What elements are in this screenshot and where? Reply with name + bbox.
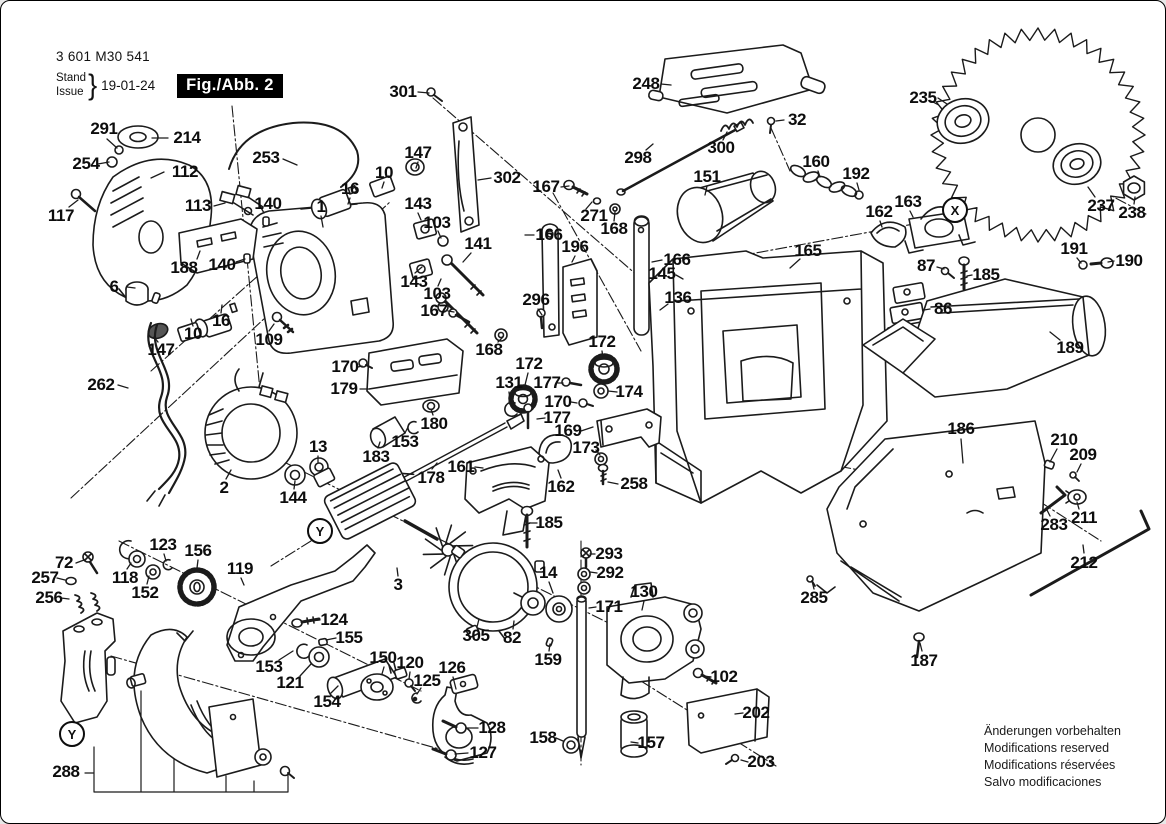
part-callout-296: 296 [522, 290, 550, 309]
part-callout-147: 147 [147, 340, 175, 359]
pin-285 [807, 576, 815, 586]
part-callout-124: 124 [320, 610, 348, 629]
wire-bail-253 [229, 123, 358, 187]
part-callout-165: 165 [794, 241, 822, 260]
part-callout-150: 150 [369, 648, 397, 667]
part-callout-140: 140 [208, 255, 236, 274]
part-callout-162: 162 [547, 477, 575, 496]
rings-118-123-152 [120, 541, 172, 579]
part-callout-162: 162 [865, 202, 893, 221]
part-callout-118: 118 [111, 568, 139, 587]
part-callout-170: 170 [331, 357, 359, 376]
part-callout-257: 257 [31, 568, 59, 587]
part-callout-185: 185 [535, 513, 563, 532]
gearbox-130 [607, 583, 704, 699]
part-callout-288: 288 [52, 762, 80, 781]
screw-177-lower [524, 404, 532, 428]
part-number: 3 601 M30 541 [56, 49, 150, 64]
part-callout-128: 128 [478, 718, 506, 737]
part-callout-190: 190 [1115, 251, 1143, 270]
screw-293-washers-292 [578, 548, 591, 594]
part-callout-130: 130 [630, 582, 658, 601]
part-callout-153: 153 [391, 432, 419, 451]
part-callout-237: 237 [1087, 196, 1115, 215]
bearing-mount-163 [905, 207, 975, 253]
part-callout-262: 262 [87, 375, 115, 394]
part-callout-285: 285 [800, 588, 828, 607]
part-callout-209: 209 [1069, 445, 1097, 464]
part-callout-147: 147 [404, 143, 432, 162]
part-callout-152: 152 [131, 583, 159, 602]
part-callout-186: 186 [947, 419, 975, 438]
part-callout-185: 185 [972, 265, 1000, 284]
part-callout-301: 301 [389, 82, 417, 101]
part-callout-172: 172 [515, 354, 543, 373]
plate-202 [687, 689, 769, 753]
part-callout-86: 86 [933, 299, 953, 318]
part-callout-10: 10 [374, 163, 394, 182]
cubes-143 [409, 219, 436, 280]
part-callout-254: 254 [72, 154, 100, 173]
bearing-14 [546, 596, 572, 622]
issue-date: 19-01-24 [101, 78, 156, 93]
chain-160 [789, 163, 863, 199]
part-callout-293: 293 [595, 544, 623, 563]
part-callout-143: 143 [400, 272, 428, 291]
screws-141 [436, 255, 483, 333]
modification-note-line: Salvo modificaciones [984, 775, 1102, 789]
part-callout-202: 202 [742, 703, 770, 722]
power-cord-262 [147, 323, 185, 506]
issue-label: Issue [56, 85, 84, 98]
part-callout-167: 167 [532, 177, 560, 196]
knob-211 [1066, 490, 1086, 504]
screw-124 [292, 617, 319, 627]
part-callout-143: 143 [404, 194, 432, 213]
part-callout-102: 102 [710, 667, 738, 686]
part-callout-196: 196 [561, 237, 589, 256]
part-callout-119: 119 [226, 559, 254, 578]
stand-issue-labels [56, 72, 86, 98]
part-callout-271: 271 [580, 206, 608, 225]
exploded-diagram-art [1, 1, 1166, 824]
base-housing-165 [649, 251, 887, 503]
part-callout-189: 189 [1056, 338, 1084, 357]
part-callout-87: 87 [916, 256, 936, 275]
rings-153-121 [297, 644, 329, 667]
part-callout-170: 170 [544, 392, 572, 411]
link-bar-302 [453, 117, 479, 232]
rod-171 [577, 596, 586, 758]
part-callout-203: 203 [747, 752, 775, 771]
part-callout-3: 3 [393, 575, 403, 594]
part-callout-125: 125 [413, 671, 441, 690]
part-callout-169: 169 [554, 421, 582, 440]
dust-tube-151 [670, 168, 779, 248]
part-callout-16: 16 [340, 179, 360, 198]
screw-185-right [959, 257, 969, 289]
screws-72-257-256 [66, 552, 100, 613]
part-callout-183: 183 [362, 447, 390, 466]
channel-196 [563, 259, 597, 345]
motor-housing [249, 203, 393, 354]
bracket-179 [367, 339, 463, 405]
bracket-126 [433, 674, 491, 764]
modification-note-line: Modifications réservées [984, 758, 1116, 772]
part-callout-121: 121 [276, 673, 304, 692]
part-callout-177: 177 [543, 408, 571, 427]
guard-arm-119 [227, 545, 375, 661]
part-callout-171: 171 [595, 597, 623, 616]
part-callout-82: 82 [502, 628, 522, 647]
stand-label: Stand [56, 72, 87, 85]
part-callout-136: 136 [664, 288, 692, 307]
bracket-161 [465, 447, 549, 535]
screw-167-lower [449, 309, 469, 322]
part-callout-211: 211 [1070, 508, 1098, 527]
screw-203 [726, 755, 739, 765]
pin-210-screw-209 [1044, 460, 1079, 481]
part-callout-212: 212 [1070, 553, 1098, 572]
bracket-169 [597, 409, 661, 447]
part-callout-140: 140 [254, 194, 282, 213]
part-callout-127: 127 [469, 743, 497, 762]
part-callout-155: 155 [335, 628, 363, 647]
part-callout-112: 112 [171, 162, 199, 181]
part-callout-174: 174 [615, 382, 643, 401]
part-callout-103: 103 [423, 284, 451, 303]
gear-172-upper [591, 356, 617, 382]
table-insert-248 [648, 45, 826, 113]
part-callout-131: 131 [495, 373, 523, 392]
screw-170-right [579, 399, 593, 407]
washer-174 [594, 384, 608, 398]
slide-bar-166-left [542, 224, 559, 337]
washer-173 [595, 453, 607, 465]
part-callout-253: 253 [252, 148, 280, 167]
part-callout-145: 145 [648, 264, 676, 283]
part-callout-10: 10 [183, 324, 203, 343]
slide-rod-166-right [634, 216, 649, 335]
part-callout-248: 248 [632, 74, 660, 93]
part-callout-151: 151 [693, 167, 721, 186]
screw-32 [768, 118, 775, 134]
modification-notes [984, 723, 1121, 791]
detail-marker-y: Y [307, 518, 333, 544]
washer-214 [118, 126, 158, 148]
part-callout-157: 157 [637, 733, 665, 752]
hex-key-212 [1031, 511, 1149, 595]
part-callout-153: 153 [255, 657, 283, 676]
part-callout-163: 163 [894, 192, 922, 211]
part-callout-305: 305 [462, 626, 490, 645]
field-coil-2 [205, 369, 297, 479]
part-callout-178: 178 [417, 468, 445, 487]
part-callout-141: 141 [464, 234, 492, 253]
part-callout-156: 156 [184, 541, 212, 560]
part-callout-168: 168 [475, 340, 503, 359]
gear-156 [180, 570, 214, 604]
part-callout-158: 158 [529, 728, 557, 747]
part-callout-154: 154 [313, 692, 341, 711]
part-callout-168: 168 [600, 219, 628, 238]
part-callout-256: 256 [35, 588, 63, 607]
part-callout-14: 14 [538, 563, 558, 582]
screw-187 [914, 633, 924, 657]
part-callout-187: 187 [910, 651, 938, 670]
part-callout-177: 177 [533, 373, 561, 392]
part-callout-16: 16 [211, 311, 231, 330]
modification-note-line: Änderungen vorbehalten [984, 724, 1121, 738]
guard-sector-small [209, 699, 294, 778]
part-callout-144: 144 [279, 488, 307, 507]
part-callout-283: 283 [1040, 515, 1068, 534]
clip-283 [1041, 487, 1065, 513]
small-rings-291-254 [107, 146, 123, 167]
part-callout-2: 2 [219, 478, 229, 497]
part-callout-1: 1 [316, 197, 326, 216]
part-callout-172: 172 [588, 332, 616, 351]
part-callout-166: 166 [535, 225, 563, 244]
part-callout-235: 235 [909, 88, 937, 107]
part-callout-214: 214 [173, 128, 201, 147]
part-callout-160: 160 [802, 152, 830, 171]
part-callout-292: 292 [596, 563, 624, 582]
part-callout-120: 120 [396, 653, 424, 672]
part-callout-191: 191 [1060, 239, 1088, 258]
part-callout-123: 123 [149, 535, 177, 554]
screw-167-upper [564, 181, 620, 215]
part-callout-180: 180 [420, 414, 448, 433]
part-callout-300: 300 [707, 138, 735, 157]
part-callout-210: 210 [1050, 430, 1078, 449]
part-callout-161: 161 [447, 457, 475, 476]
detail-marker-y: Y [59, 721, 85, 747]
part-callout-167: 167 [420, 301, 448, 320]
screw-117 [72, 190, 96, 212]
screw-258 [599, 465, 608, 485]
ring-191-screw-190 [1079, 258, 1113, 269]
part-callout-238: 238 [1118, 203, 1146, 222]
part-callout-166: 166 [663, 250, 691, 269]
part-callout-6: 6 [109, 277, 119, 296]
part-callout-103: 103 [423, 213, 451, 232]
blade-nut [1124, 176, 1145, 200]
washer-plate-150 [361, 674, 393, 700]
part-callout-291: 291 [90, 119, 118, 138]
title-block [56, 49, 283, 101]
handle-162-top [871, 222, 906, 247]
part-callout-32: 32 [787, 110, 807, 129]
part-callout-188: 188 [170, 258, 198, 277]
part-callout-258: 258 [620, 474, 648, 493]
part-callout-126: 126 [438, 658, 466, 677]
bevel-bracket [61, 613, 115, 723]
part-callout-192: 192 [842, 164, 870, 183]
part-callout-72: 72 [54, 553, 74, 572]
detail-marker-x: X [942, 197, 968, 223]
part-callout-117: 117 [47, 206, 75, 225]
figure-box: Fig./Abb. 2 [177, 74, 283, 98]
bushings-180-153-183 [368, 400, 439, 450]
part-callout-298: 298 [624, 148, 652, 167]
part-callout-302: 302 [493, 168, 521, 187]
modification-note-line: Modifications reserved [984, 741, 1110, 755]
part-callout-179: 179 [330, 379, 358, 398]
part-callout-13: 13 [308, 437, 328, 456]
part-callout-113: 113 [184, 196, 212, 215]
screw-177-upper [562, 378, 581, 386]
part-callout-159: 159 [534, 650, 562, 669]
bushing-157 [621, 711, 647, 757]
part-callout-173: 173 [572, 438, 600, 457]
brace-glyph: } [88, 69, 98, 101]
part-callout-109: 109 [255, 330, 283, 349]
ring-158 [563, 737, 579, 753]
